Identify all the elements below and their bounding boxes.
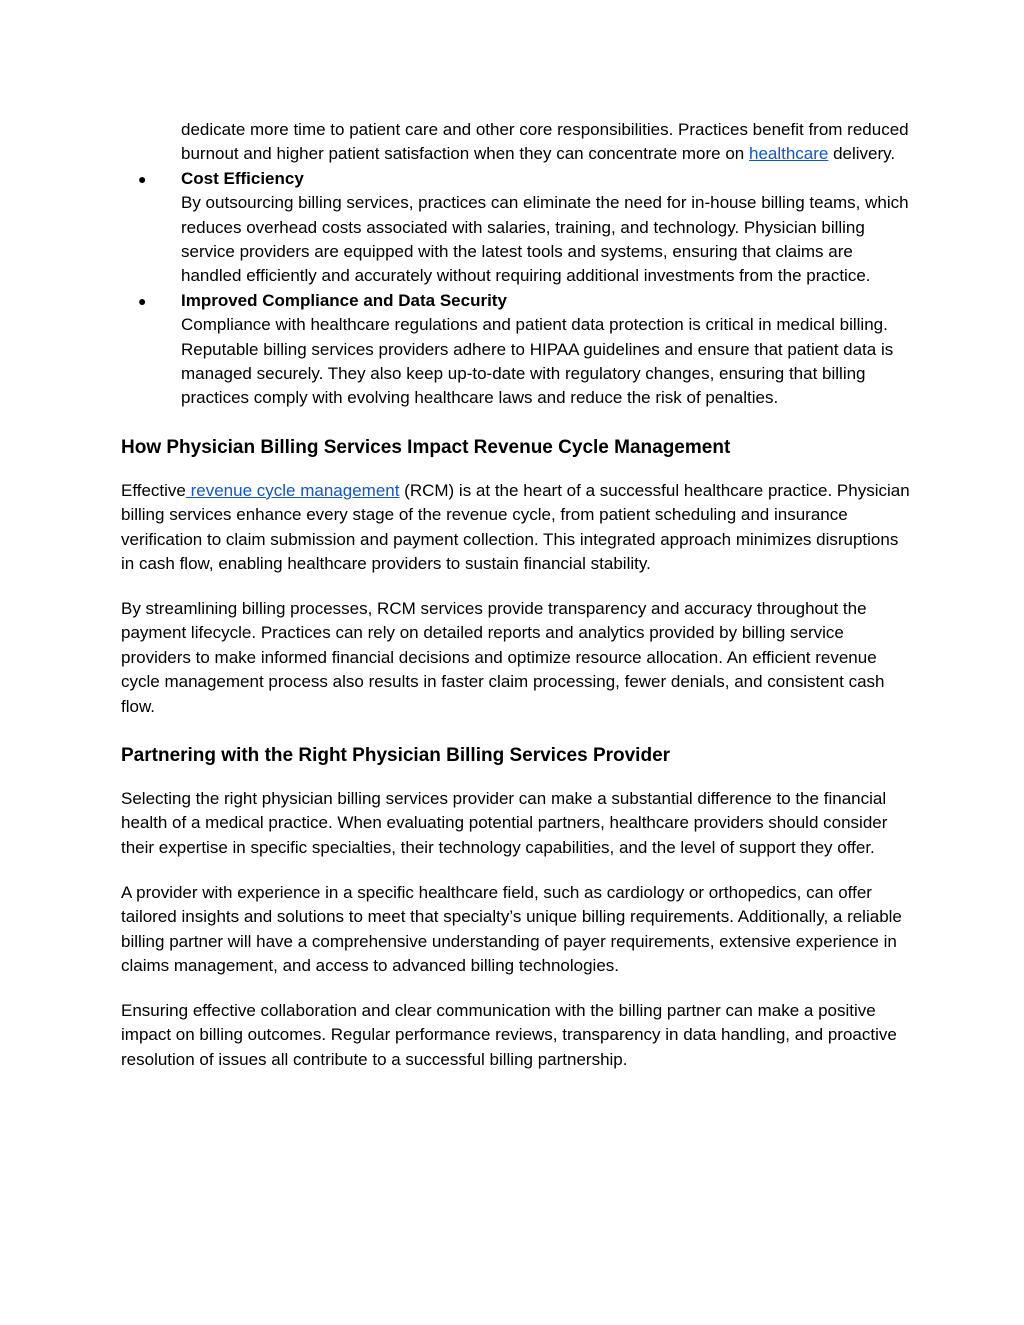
paragraph-selecting-provider: Selecting the right physician billing services provider can make a substantial difference to the financial health of a medical practice. When evaluating potential partners, healthcare providers should consider their expertise in specific specialties, their technology capabilities, and the level of support they offer. <box>121 789 888 857</box>
paragraph-text: (RCM) is at the heart of a successful healthcare practice. Physician billing services enhance every stage of the revenue cycle, from patient scheduling and insurance verification to claim submission and payment collection. This integrated approach minimizes disruptions in cash flow, enabling healthcare providers to sustain financial stability. <box>121 480 910 574</box>
continuation-suffix: delivery. <box>828 144 896 164</box>
revenue-cycle-management-link[interactable]: revenue cycle management <box>185 480 400 500</box>
section-heading-partnering: Partnering with the Right Physician Billing Services Provider <box>121 745 671 767</box>
continuation-text: dedicate more time to patient care and other core responsibilities. Practices benefit from reduced burnout and higher patient satisfaction when they can concentrate more on <box>181 120 909 164</box>
benefits-list <box>121 167 911 411</box>
section-heading-rcm: How Physician Billing Services Impact Revenue Cycle Management <box>121 436 731 458</box>
paragraph-rcm-intro <box>121 479 911 577</box>
list-continuation-paragraph <box>181 118 911 167</box>
healthcare-link[interactable]: healthcare <box>748 144 829 164</box>
bullet-icon: ● <box>138 292 147 309</box>
list-item-body: By outsourcing billing services, practices can eliminate the need for in-house billing teams, which reduces overhead costs associated with salaries, training, and technology. Physician billing service providers are equipped with the latest tools and systems, ensuring that claims are handled efficiently and accurately without requiring additional investments from the practice. <box>181 193 909 286</box>
paragraph-rcm-streamlining: By streamlining billing processes, RCM services provide transparency and accuracy throughout the payment lifecycle. Practices can rely on detailed reports and analytics provided by billing service providers to make informed financial decisions and optimize resource allocation. An efficient revenue cycle management process also results in faster claim processing, fewer denials, and consistent cash flow. <box>121 599 885 716</box>
list-item-body: Compliance with healthcare regulations and patient data protection is critical in medical billing. Reputable billing services providers adhere to HIPAA guidelines and ensure that patient data is managed securely. They also keep up-to-date with regulatory changes, ensuring that billing practices comply with evolving healthcare laws and reduce the risk of penalties. <box>181 315 894 408</box>
list-item-compliance <box>121 289 911 411</box>
document-page <box>121 118 911 1072</box>
list-item-title: Cost Efficiency <box>181 168 304 188</box>
list-item-title: Improved Compliance and Data Security <box>181 290 507 310</box>
paragraph-provider-experience: A provider with experience in a specific healthcare field, such as cardiology or orthopedics, can offer tailored insights and solutions to meet that specialty’s unique billing requirements. Additionally, a reliable billing partner will have a comprehensive understanding of payer requirements, extensive experience in claims management, and access to advanced billing technologies. <box>121 882 902 975</box>
paragraph-collaboration: Ensuring effective collaboration and clear communication with the billing partner can make a positive impact on billing outcomes. Regular performance reviews, transparency in data handling, and proactive resolution of issues all contribute to a successful billing partnership. <box>121 1000 897 1069</box>
list-item-cost-efficiency <box>121 167 911 289</box>
paragraph-text: Effective <box>121 480 186 500</box>
bullet-icon: ● <box>138 170 147 187</box>
